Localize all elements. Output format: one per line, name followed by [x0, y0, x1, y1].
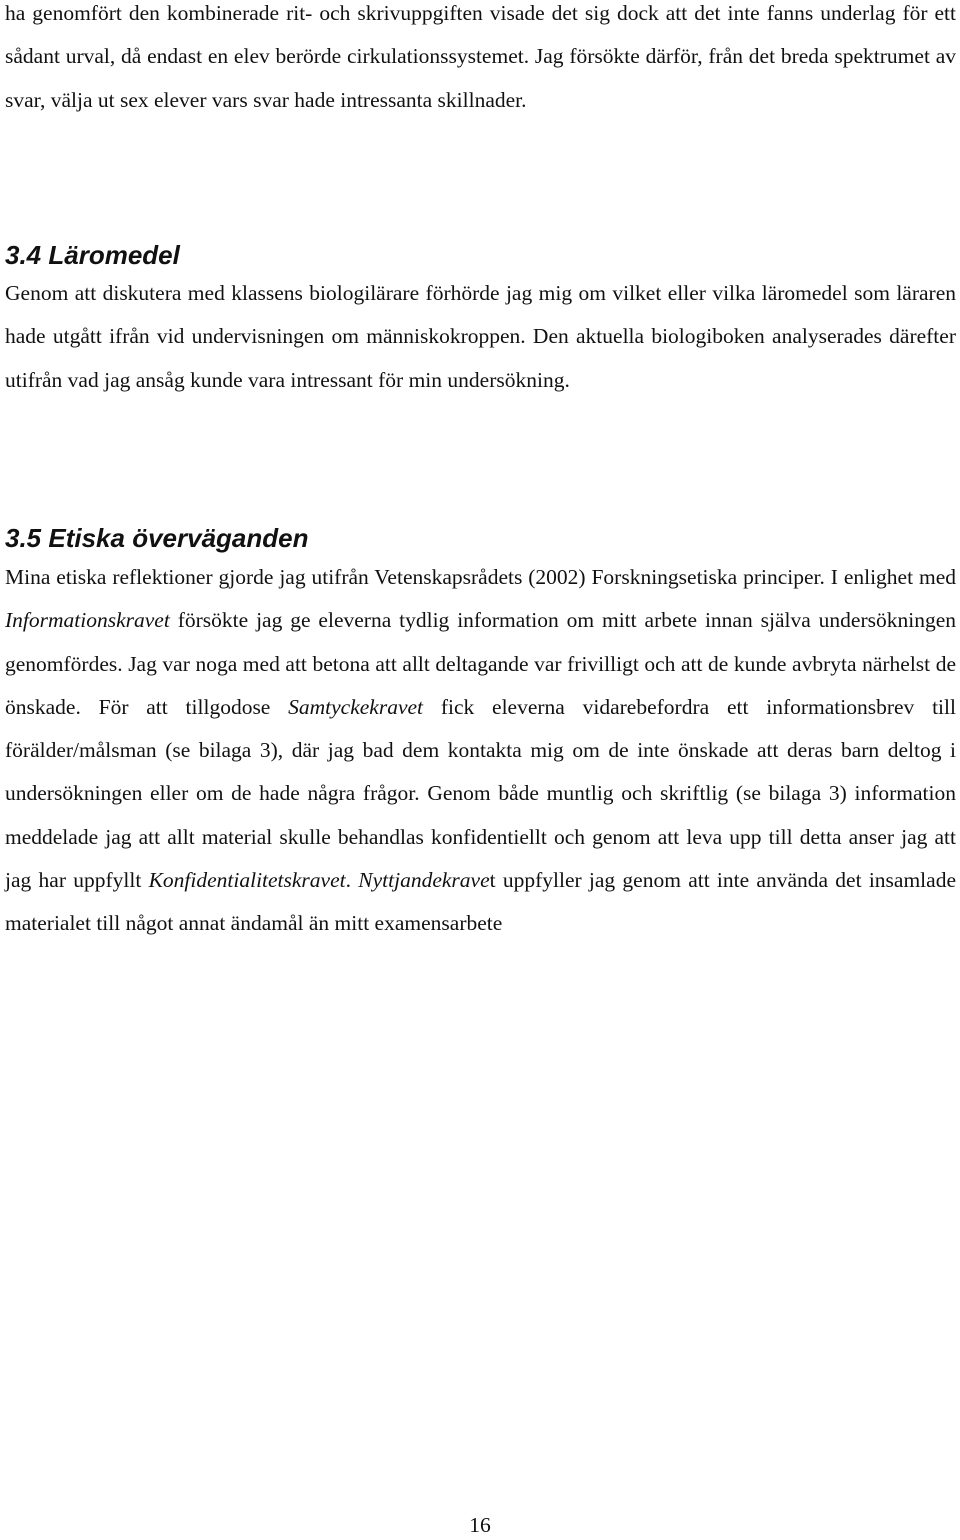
paragraph-text: försökte jag ge eleverna tydlig information om mitt arbete innan själva undersökningen genomfördes. Jag var noga med att betona att allt deltagande var frivilligt och att de kunde avbryta närhelst de önskade. För att tillgodose	[5, 608, 956, 719]
paragraph-text: fick eleverna vidarebefordra ett informationsbrev till förälder/målsman (se bilaga 3), där jag bad dem kontakta mig om de inte önskade att deras barn deltog i undersökningen eller om de hade några frågor. Genom både muntlig och skriftlig (se bilaga 3) information meddelade jag att allt material skulle behandlas konfidentiellt och genom att leva upp till detta anser jag att jag har uppfyllt	[5, 694, 956, 893]
italic-term-samtyckekravet: Samtyckekravet	[288, 694, 424, 719]
italic-term-nyttjandekravet: Nyttjandekrave	[358, 868, 490, 893]
paragraph-text: t uppfyller jag genom att inte använda det insamlade materialet till något annat ändamål än mitt examensarbete	[5, 868, 956, 936]
paragraph-text: .	[345, 868, 359, 893]
italic-term-informationskravet: Informationskravet	[5, 608, 170, 633]
intro-paragraph: ha genomfört den kombinerade rit- och skrivuppgiften visade det sig dock att det inte fanns underlag för ett sådant urval, då endast en elev berörde cirkulationssystemet. Jag försökte därför, från det breda spektrumet av svar, välja ut sex elever vars svar hade intressanta skillnader.	[5, 1, 956, 112]
etiska-overvaganden-paragraph	[5, 556, 956, 946]
section-heading-etiska-overvaganden: 3.5 Etiska överväganden	[5, 523, 309, 553]
page-number: 16	[469, 1513, 491, 1537]
paragraph-text: Mina etiska reflektioner gjorde jag utifrån Vetenskapsrådets (2002) Forskningsetiska principer. I enlighet med	[5, 565, 956, 589]
italic-term-konfidentialitetskravet: Konfidentialitetskravet	[148, 868, 346, 893]
section-heading-laromedel: 3.4 Läromedel	[5, 240, 180, 270]
laromedel-paragraph: Genom att diskutera med klassens biologilärare förhörde jag mig om vilket eller vilka läromedel som läraren hade utgått ifrån vid undervisningen om människokroppen. Den aktuella biologiboken analyserades därefter utifrån vad jag ansåg kunde vara intressant för min undersökning.	[5, 281, 956, 392]
